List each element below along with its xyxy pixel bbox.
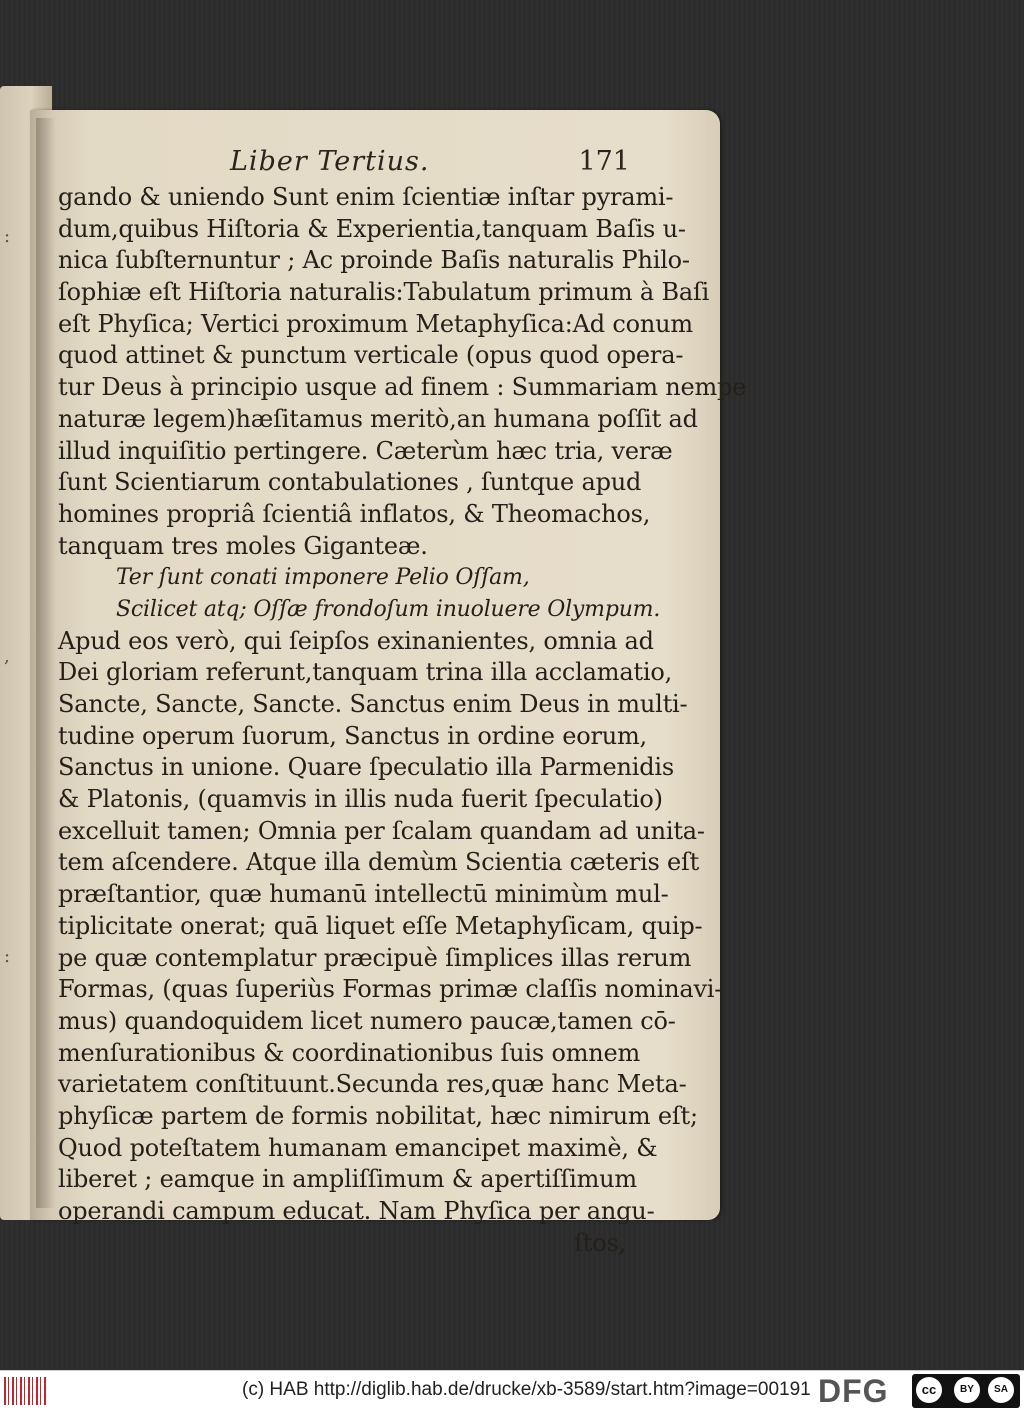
by-icon: BY bbox=[954, 1377, 980, 1403]
text-line: nica ſubſternuntur ; Ac proinde Baſis naturalis Philo- bbox=[58, 246, 690, 275]
edge-mark: , bbox=[4, 646, 10, 667]
edge-mark: : bbox=[4, 946, 11, 967]
cc-license-badge[interactable] bbox=[912, 1374, 1020, 1408]
page-text bbox=[58, 182, 747, 1259]
text-line: tur Deus à principio usque ad finem : Summariam nempe bbox=[58, 373, 747, 402]
text-line: pe quæ contemplatur præcipuè ſimplices illas rerum bbox=[58, 943, 692, 972]
verse-line: Scilicet atq; Oſſæ frondoſum inuoluere Olympum. bbox=[116, 596, 661, 622]
text-line: liberet ; eamque in ampliſſimum & apertiſſimum bbox=[58, 1165, 637, 1194]
sa-icon: SA bbox=[988, 1377, 1014, 1403]
text-line: dum,quibus Hiſtoria & Experientia,tanquam Baſis u- bbox=[58, 214, 686, 243]
text-line: tudine operum ſuorum, Sanctus in ordine eorum, bbox=[58, 721, 647, 750]
page-gutter bbox=[36, 118, 56, 1208]
catchword: ſtos, bbox=[574, 1228, 626, 1257]
footer-bar bbox=[0, 1370, 1024, 1410]
text-line: Formas, (quas ſuperiùs Formas primæ claſſis nominavi- bbox=[58, 975, 723, 1004]
verse-line: Ter ſunt conati imponere Pelio Oſſam, bbox=[116, 565, 530, 591]
text-line: tanquam tres moles Giganteæ. bbox=[58, 531, 428, 560]
text-line: eſt Phyſica; Vertici proximum Metaphyſica:Ad conum bbox=[58, 309, 693, 338]
text-line: ſunt Scientiarum contabulationes , ſuntque apud bbox=[58, 468, 642, 497]
running-head: Liber Tertius. bbox=[230, 146, 430, 177]
text-line: Quod poteſtatem humanam emancipet maximè, & bbox=[58, 1133, 658, 1162]
text-line: menſurationibus & coordinationibus ſuis omnem bbox=[58, 1038, 641, 1067]
barcode-icon bbox=[4, 1377, 48, 1405]
text-line: gando & uniendo Sunt enim ſcientiæ inſtar pyrami- bbox=[58, 183, 674, 211]
text-line: Sanctus in unione. Quare ſpeculatio illa Parmenidis bbox=[58, 753, 674, 782]
text-line: homines propriâ ſcientiâ inflatos, & Theomachos, bbox=[58, 499, 651, 528]
text-line: tem aſcendere. Atque illa demùm Scientia cæteris eſt bbox=[58, 848, 700, 877]
text-line: Apud eos verò, qui ſeipſos exinanientes, omnia ad bbox=[58, 626, 654, 655]
text-line: naturæ legem)hæſitamus meritò,an humana poſſit ad bbox=[58, 404, 698, 433]
text-line: varietatem conſtituunt.Secunda res,quæ hanc Meta- bbox=[58, 1070, 687, 1099]
text-line: tiplicitate onerat; quā liquet eſſe Metaphyſicam, quip- bbox=[58, 911, 703, 940]
text-line: illud inquiſitio pertingere. Cæterùm hæc tria, veræ bbox=[58, 436, 673, 465]
text-line: phyſicæ partem de formis nobilitat, hæc nimirum eſt; bbox=[58, 1101, 698, 1130]
text-line: ſophiæ eſt Hiſtoria naturalis:Tabulatum primum à Baſi bbox=[58, 278, 710, 307]
text-line: excelluit tamen; Omnia per ſcalam quandam ad unita- bbox=[58, 816, 705, 845]
text-line: Dei gloriam referunt,tanquam trina illa acclamatio, bbox=[58, 658, 673, 687]
cc-icon: cc bbox=[916, 1377, 942, 1403]
text-line: Sancte, Sancte, Sancte. Sanctus enim Deus in multi- bbox=[58, 690, 688, 718]
page-number: 171 bbox=[578, 146, 630, 177]
dfg-logo: DFG bbox=[818, 1373, 889, 1409]
text-line: quod attinet & punctum verticale (opus quod opera- bbox=[58, 341, 684, 370]
text-line: præſtantior, quæ humanū intellectū minimùm mul- bbox=[58, 880, 669, 909]
page-header bbox=[60, 146, 630, 186]
edge-mark: : bbox=[4, 226, 11, 247]
text-line: & Platonis, (quamvis in illis nuda fuerit ſpeculatio) bbox=[58, 785, 663, 814]
copyright-link[interactable]: (c) HAB http://diglib.hab.de/drucke/xb-3589/start.htm?image=00191 bbox=[242, 1379, 811, 1400]
text-line: operandi campum educat. Nam Phyſica per angu- bbox=[58, 1197, 655, 1225]
text-line: mus) quandoquidem licet numero paucæ,tamen cō- bbox=[58, 1006, 676, 1035]
